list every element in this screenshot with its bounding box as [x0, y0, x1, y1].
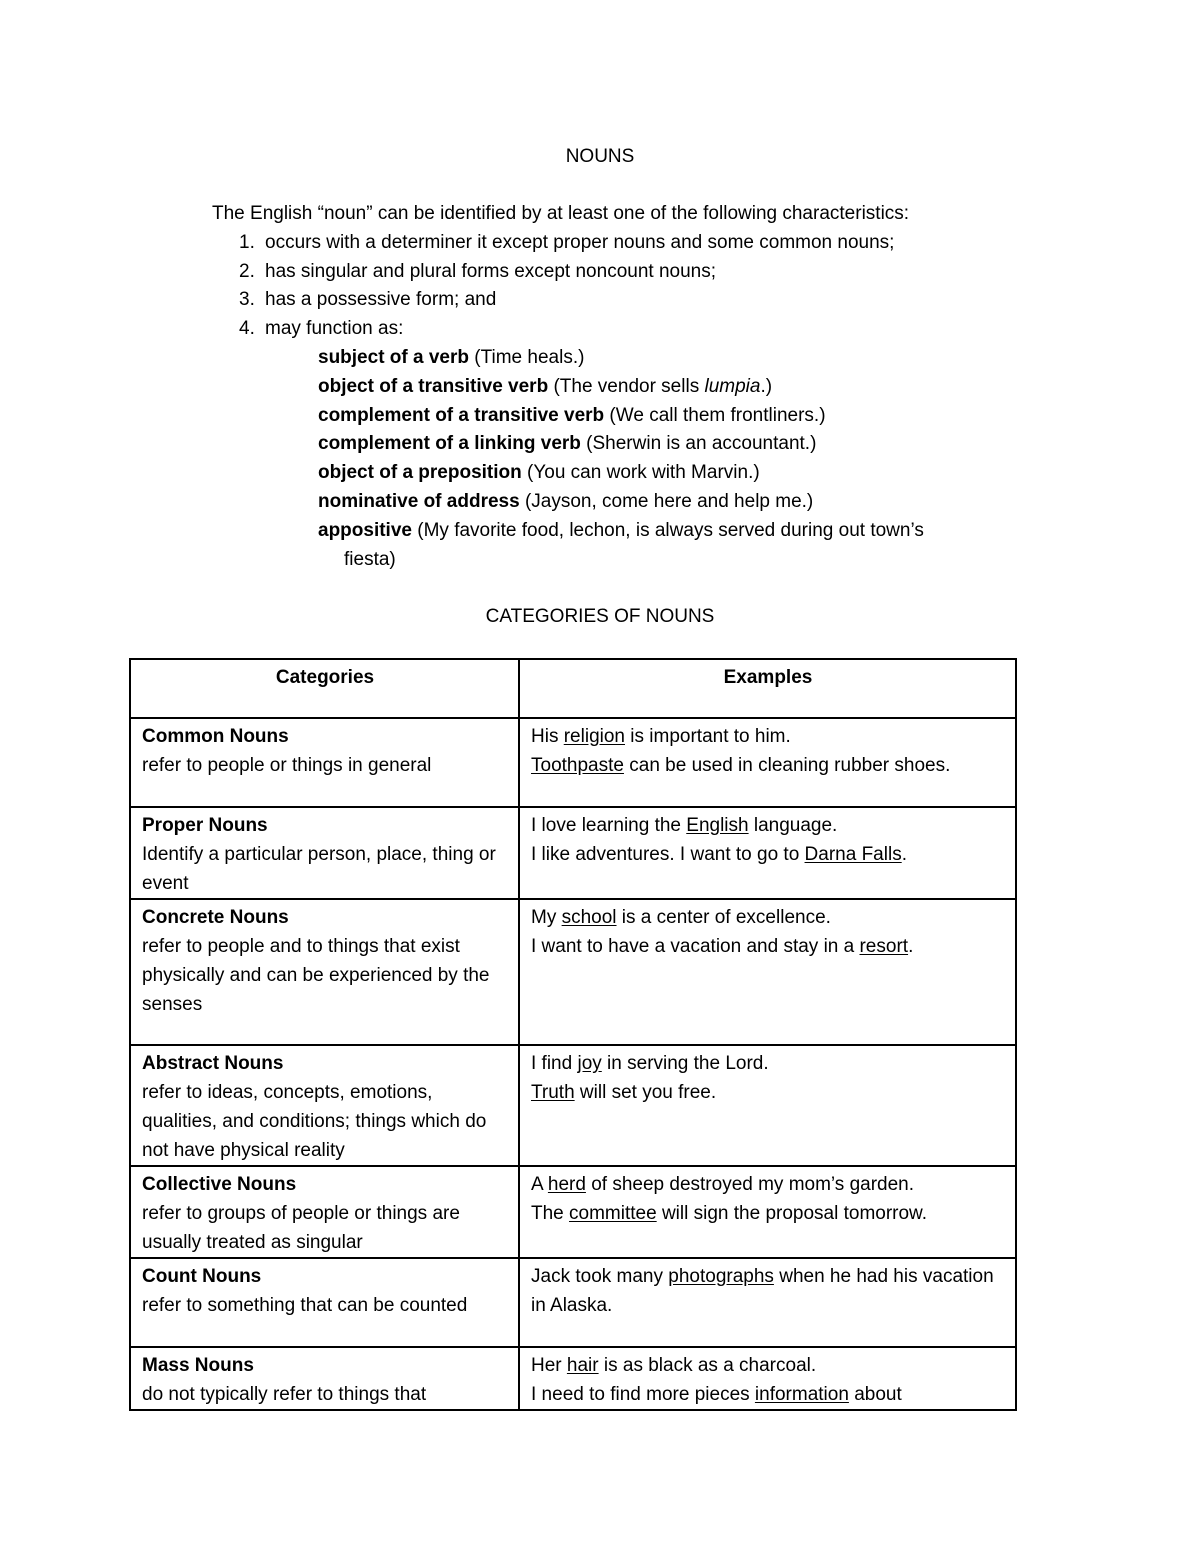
- underlined-noun: religion: [563, 726, 625, 747]
- function-term: complement of a linking verb: [318, 433, 581, 455]
- table-row: [130, 807, 1016, 899]
- function-item: [212, 373, 1072, 402]
- function-example-continued: fiesta): [344, 548, 396, 570]
- page-title: NOUNS: [565, 146, 635, 167]
- function-item: [212, 517, 1008, 575]
- function-example-italic: lumpia: [704, 375, 761, 397]
- category-description: refer to ideas, concepts, emotions, qualities, and conditions; things which do not have physical reality: [142, 1082, 487, 1161]
- underlined-noun: English: [686, 815, 749, 836]
- category-cell: [130, 1258, 519, 1347]
- category-cell: [130, 1347, 519, 1410]
- list-number: 1.: [239, 231, 255, 253]
- underlined-noun: Truth: [531, 1082, 575, 1103]
- characteristics-list: [212, 229, 1072, 344]
- list-number: 4.: [239, 318, 255, 340]
- function-example: .): [760, 375, 773, 397]
- categories-table: [129, 658, 1017, 1411]
- column-header-examples: Examples: [519, 659, 1016, 718]
- category-cell: [130, 1166, 519, 1258]
- function-term: appositive: [318, 519, 412, 541]
- list-item: [212, 258, 1072, 287]
- example-sentence: I love learning the English language.: [531, 815, 838, 836]
- column-header-categories: Categories: [130, 659, 519, 718]
- function-term: subject of a verb: [318, 346, 469, 368]
- function-example: (My favorite food, lechon, is always served during out town’s: [411, 519, 924, 541]
- function-item: [212, 430, 1072, 459]
- example-sentence: Her hair is as black as a charcoal.: [531, 1355, 817, 1376]
- function-item: [212, 459, 1072, 488]
- list-item: [212, 315, 1072, 344]
- table-row: [130, 1166, 1016, 1258]
- intro-section: [212, 200, 1072, 574]
- function-item: [212, 402, 1072, 431]
- category-description: refer to groups of people or things are usually treated as singular: [142, 1203, 460, 1253]
- category-name: Abstract Nouns: [142, 1053, 284, 1074]
- category-description: refer to people and to things that exist physically and can be experienced by the senses: [142, 936, 490, 1015]
- category-description: do not typically refer to things that: [142, 1384, 427, 1405]
- function-example: (Sherwin is an accountant.): [580, 433, 817, 455]
- examples-cell: [519, 899, 1016, 1045]
- function-term: nominative of address: [318, 490, 520, 512]
- category-name: Common Nouns: [142, 726, 289, 747]
- example-sentence: Truth will set you free.: [531, 1082, 717, 1103]
- examples-cell: [519, 1258, 1016, 1347]
- underlined-noun: herd: [547, 1174, 586, 1195]
- underlined-noun: information: [754, 1384, 849, 1405]
- example-sentence: A herd of sheep destroyed my mom’s garden.: [531, 1174, 915, 1195]
- category-description: Identify a particular person, place, thing or event: [142, 844, 496, 894]
- underlined-noun: photographs: [668, 1266, 774, 1287]
- underlined-noun: resort: [859, 936, 909, 957]
- function-example: (The vendor sells: [548, 375, 705, 397]
- example-sentence: Jack took many photographs when he had his vacation in Alaska.: [531, 1266, 994, 1316]
- examples-cell: [519, 1045, 1016, 1166]
- category-name: Collective Nouns: [142, 1174, 297, 1195]
- list-number: 3.: [239, 289, 255, 311]
- table-row: [130, 1258, 1016, 1347]
- example-sentence: His religion is important to him.: [531, 726, 791, 747]
- function-example: (You can work with Marvin.): [521, 462, 760, 484]
- list-number: 2.: [239, 260, 255, 282]
- category-description: refer to something that can be counted: [142, 1295, 468, 1316]
- function-item: [212, 488, 1072, 517]
- example-sentence: The committee will sign the proposal tomorrow.: [531, 1203, 928, 1224]
- intro-text: The English “noun” can be identified by at least one of the following characteristics:: [212, 203, 910, 224]
- list-text: occurs with a determiner it except proper nouns and some common nouns;: [265, 231, 895, 253]
- table-row: [130, 718, 1016, 807]
- functions-list: [212, 344, 1072, 574]
- list-text: has singular and plural forms except noncount nouns;: [265, 260, 716, 282]
- examples-cell: [519, 807, 1016, 899]
- list-text: may function as:: [265, 318, 404, 340]
- function-term: object of a preposition: [318, 462, 522, 484]
- underlined-noun: joy: [577, 1053, 602, 1074]
- category-cell: [130, 807, 519, 899]
- category-cell: [130, 718, 519, 807]
- category-cell: [130, 1045, 519, 1166]
- list-item: [212, 229, 1072, 258]
- category-cell: [130, 899, 519, 1045]
- example-sentence: I need to find more pieces information about: [531, 1384, 902, 1405]
- underlined-noun: hair: [566, 1355, 599, 1376]
- function-term: object of a transitive verb: [318, 375, 549, 397]
- categories-title: CATEGORIES OF NOUNS: [485, 606, 715, 627]
- table-row: [130, 899, 1016, 1045]
- table-row: [130, 1045, 1016, 1166]
- examples-cell: [519, 1347, 1016, 1410]
- examples-cell: [519, 1166, 1016, 1258]
- function-example: (Time heals.): [469, 346, 585, 368]
- example-sentence: I like adventures. I want to go to Darna Falls.: [531, 844, 907, 865]
- underlined-noun: Toothpaste: [531, 755, 624, 776]
- function-item: [212, 344, 1072, 373]
- category-name: Mass Nouns: [142, 1355, 254, 1376]
- underlined-noun: committee: [569, 1203, 657, 1224]
- example-sentence: I find joy in serving the Lord.: [531, 1053, 769, 1074]
- underlined-noun: school: [561, 907, 617, 928]
- function-term: complement of a transitive verb: [318, 404, 605, 426]
- table-row: [130, 1347, 1016, 1410]
- category-name: Proper Nouns: [142, 815, 268, 836]
- example-sentence: Toothpaste can be used in cleaning rubber shoes.: [531, 755, 951, 776]
- function-example: (Jayson, come here and help me.): [519, 490, 814, 512]
- examples-cell: [519, 718, 1016, 807]
- example-sentence: I want to have a vacation and stay in a resort.: [531, 936, 914, 957]
- category-description: refer to people or things in general: [142, 755, 432, 776]
- example-sentence: My school is a center of excellence.: [531, 907, 831, 928]
- list-item: [212, 286, 1072, 315]
- category-name: Concrete Nouns: [142, 907, 289, 928]
- list-text: has a possessive form; and: [265, 289, 497, 311]
- table-header-row: [130, 659, 1016, 718]
- category-name: Count Nouns: [142, 1266, 262, 1287]
- underlined-noun: Darna Falls: [804, 844, 902, 865]
- function-example: (We call them frontliners.): [604, 404, 826, 426]
